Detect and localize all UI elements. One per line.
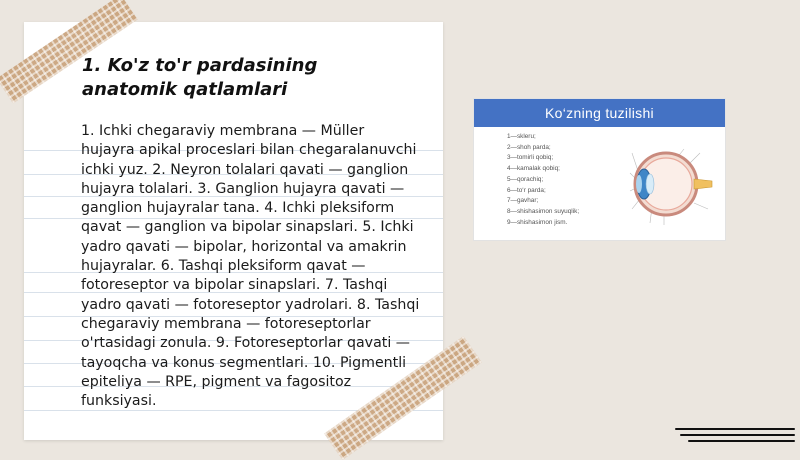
eyeball-diagram	[624, 143, 719, 233]
list-item: 2—shoh parda;	[507, 143, 551, 151]
list-item: 5—qorachiq;	[507, 175, 544, 183]
list-item: 7—gavhar;	[507, 197, 539, 205]
eye-structure-image	[474, 99, 725, 240]
decorative-line	[688, 440, 795, 442]
decorative-line	[675, 428, 795, 430]
slide-body-text: 1. Ichki chegaraviy membrana — Müller hujayra apikal proceslari bilan chegaralanuvchi ichki yuz. 2. Neyron tolalari qavati — ganglion hujayra tolalari. 3. Ganglion hujayra qavati — ganglion hujayralar tana. 4. Ichki pleksiform qavat — ganglion va bipolar sinapslari. 5. Ichki yadro qavati — bipolar, horizontal va amakrin hujayralar. 6. Tashqi pleksiform qavat — fotoreseptor va bipolar sinapslari. 7. Tashqi yadro qavati — fotoreseptor yadrolari. 8. Tashqi chegaraviy membrana — fotoreseptorlar o'rtasidagi zonula. 9. Fotoreseptorlar qavati — tayoqcha va konus segmentlari. 10. Pigmentli epiteliya — RPE, pigment va fagositoz funksiyasi.	[81, 123, 420, 410]
list-item: 9—shishasimon jism.	[507, 218, 568, 226]
notebook-paper	[24, 22, 443, 440]
list-item: 4—kamalak qobiq;	[507, 165, 560, 173]
eye-image-header: Ko‘zning tuzilishi	[474, 99, 725, 127]
eye-parts-list	[507, 132, 579, 228]
list-item: 3—tomirli qobiq;	[507, 154, 554, 162]
decorative-line	[680, 434, 795, 436]
list-item: 1—skleru;	[507, 133, 536, 140]
list-item: 8—shishasimon suyuqlik;	[507, 207, 580, 215]
list-item: 6—to‘r parda;	[507, 186, 546, 194]
slide-title: 1. Ko'z to'r pardasining anatomik qatlamlari	[82, 55, 318, 100]
